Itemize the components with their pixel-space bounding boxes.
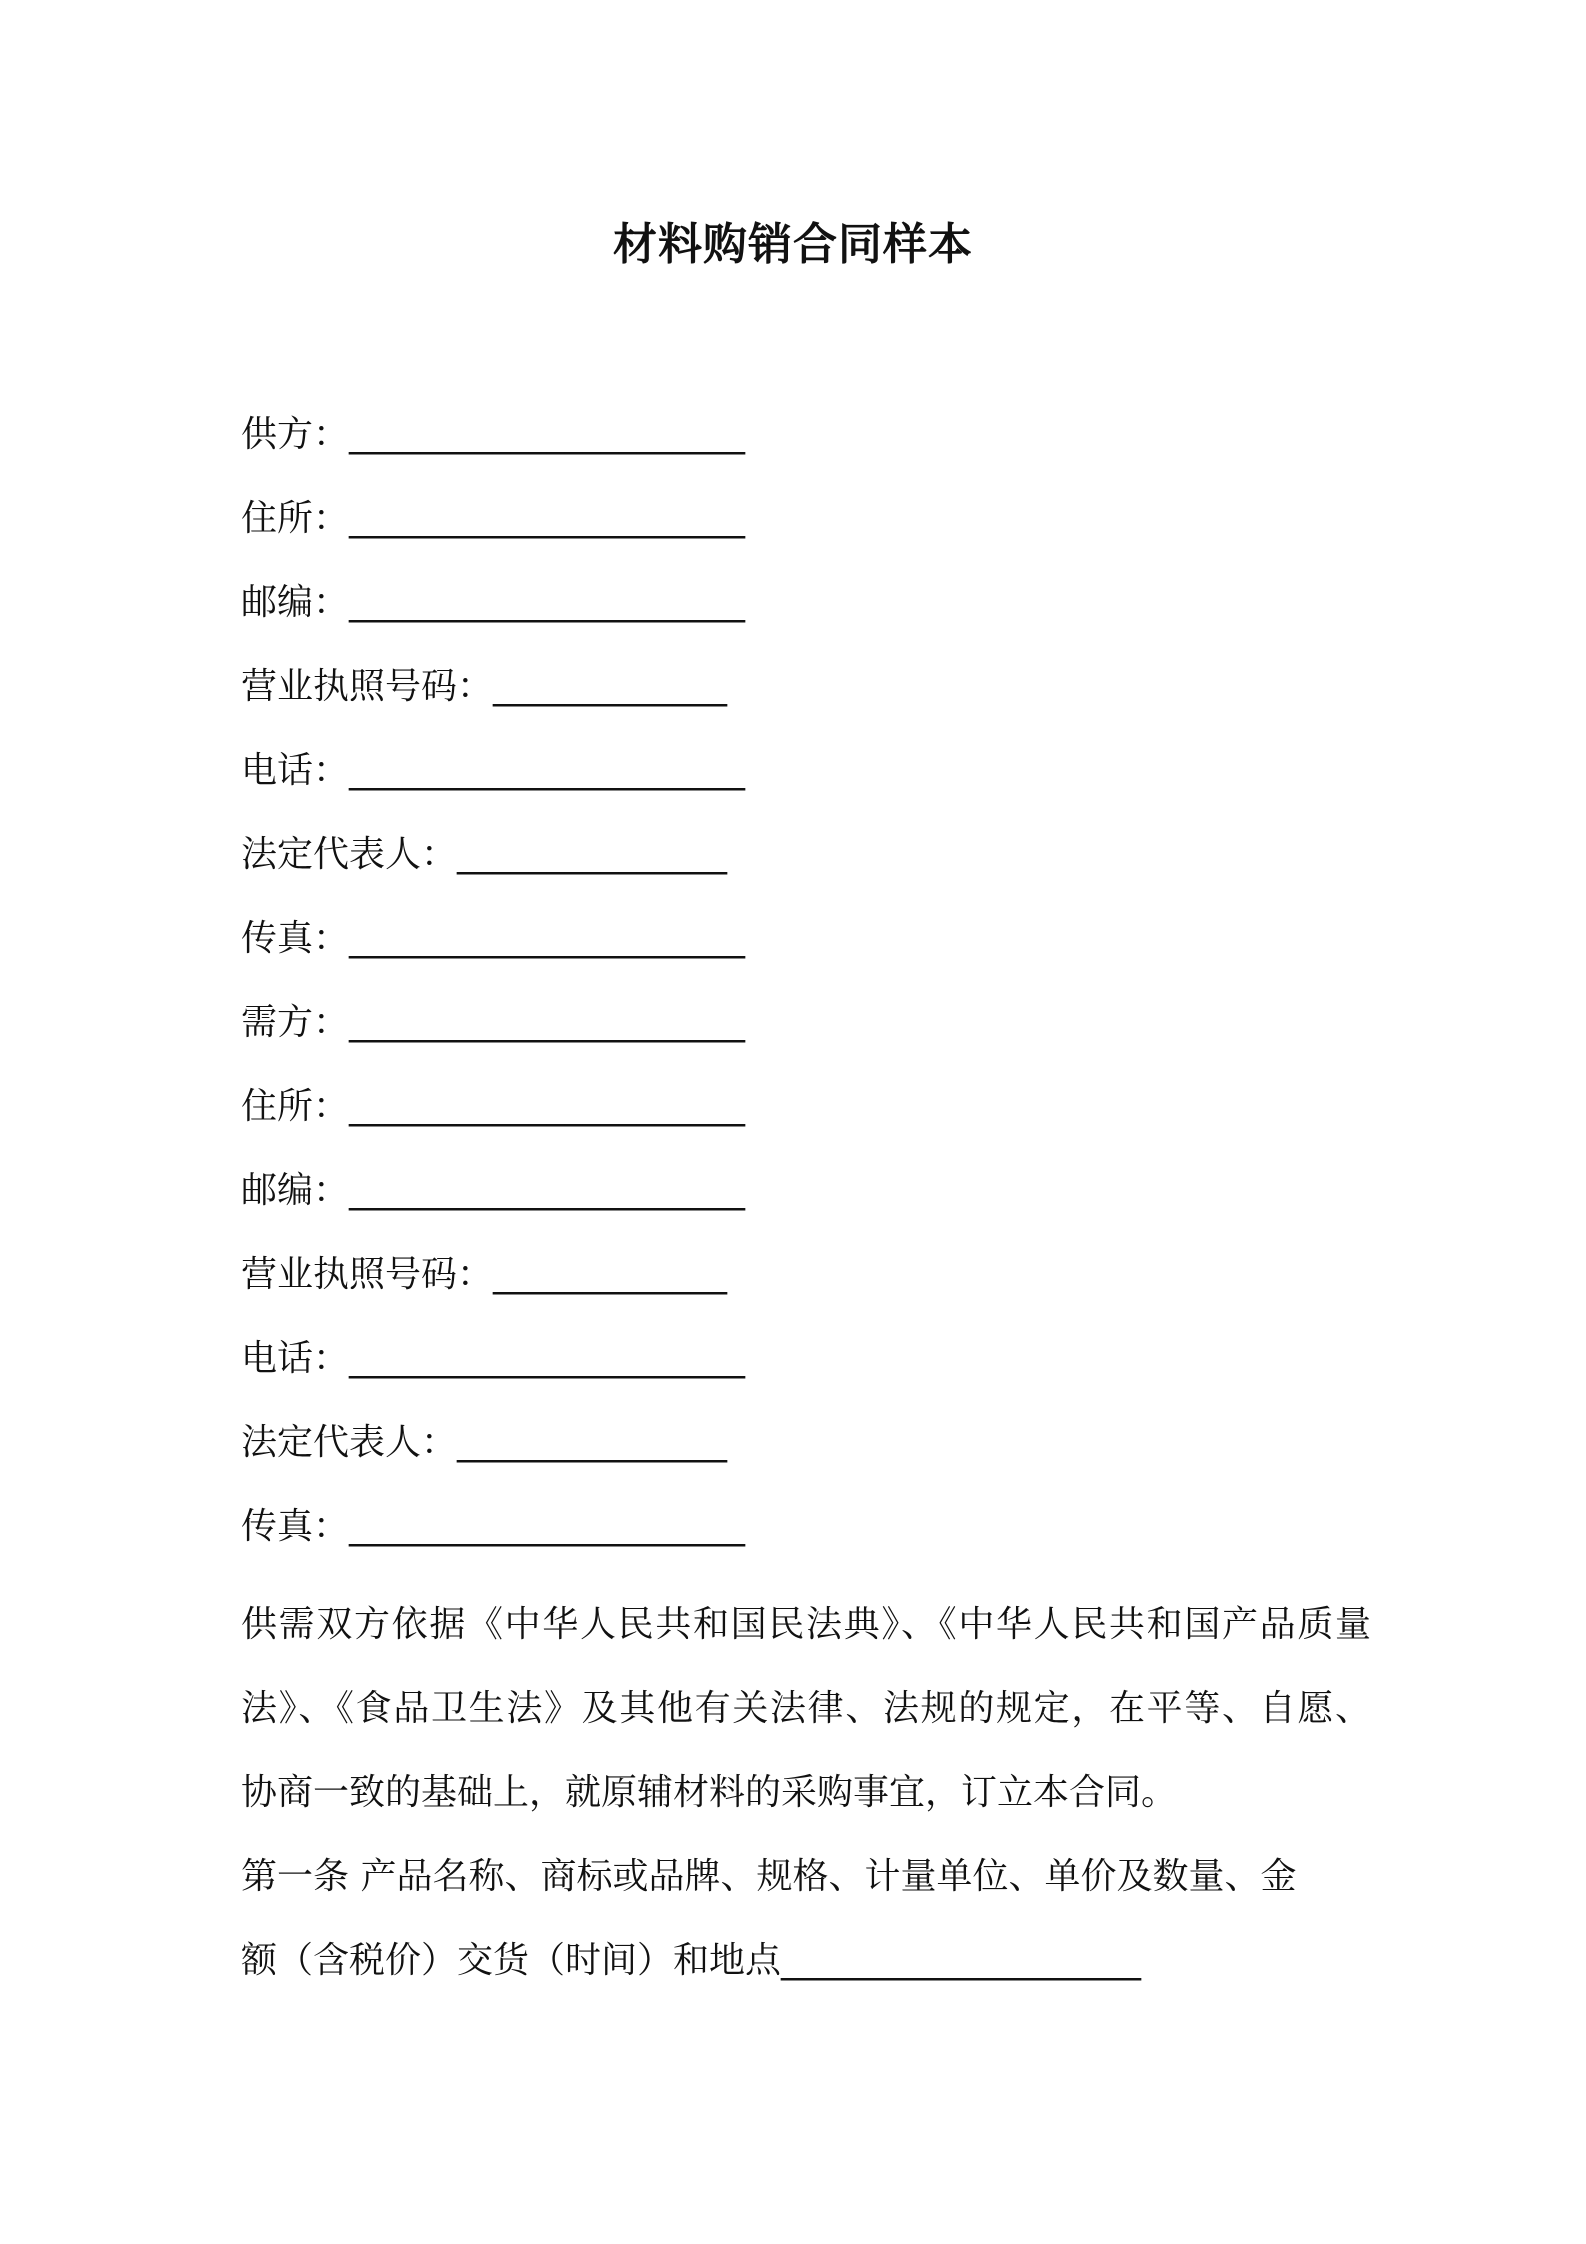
buyer-name-field: [241, 993, 1371, 1077]
field-label: 供方：: [241, 414, 350, 455]
supplier-license-field: [241, 657, 1371, 741]
supplier-phone-field: [241, 741, 1371, 825]
field-label: 营业执照号码：: [241, 666, 494, 707]
article-1-line: [241, 1919, 1371, 2003]
field-label: 邮编：: [241, 582, 350, 623]
supplier-legal-rep-field: [241, 825, 1371, 909]
preamble-line: 协商一致的基础上，就原辅材料的采购事宜，订立本合同。: [241, 1772, 1178, 1813]
field-blank: ______________________: [349, 1506, 746, 1547]
field-blank: ______________________: [349, 1002, 746, 1043]
article-1-heading: 第一条: [241, 1856, 350, 1897]
article-1-line: [241, 1835, 1371, 1919]
supplier-name-field: [241, 405, 1371, 489]
field-blank: ______________________: [349, 918, 746, 959]
field-label: 住所：: [241, 1086, 350, 1127]
field-label: 法定代表人：: [241, 834, 458, 875]
buyer-address-field: [241, 1077, 1371, 1161]
field-blank: ______________________: [349, 1170, 746, 1211]
field-blank: _____________: [493, 1254, 728, 1295]
supplier-postcode-field: [241, 573, 1371, 657]
supplier-address-field: [241, 489, 1371, 573]
field-label: 住所：: [241, 498, 350, 539]
field-blank: ______________________: [349, 1086, 746, 1127]
buyer-legal-rep-field: [241, 1413, 1371, 1497]
field-label: 传真：: [241, 1506, 350, 1547]
article-1-blank: ____________________: [781, 1940, 1142, 1981]
party-info-fields: [241, 405, 1371, 1581]
field-label: 传真：: [241, 918, 350, 959]
preamble-line: 法》、《食品卫生法》及其他有关法律、法规的规定，在平等、自愿、: [241, 1688, 1371, 1729]
preamble-line: 供需双方依据《中华人民共和国民法典》、《中华人民共和国产品质量: [241, 1604, 1371, 1645]
field-blank: ______________________: [349, 750, 746, 791]
field-blank: ______________________: [349, 414, 746, 455]
field-label: 需方：: [241, 1002, 350, 1043]
field-blank: ______________________: [349, 498, 746, 539]
supplier-fax-field: [241, 909, 1371, 993]
field-label: 营业执照号码：: [241, 1254, 494, 1295]
article-1-text: 额（含税价）交货（时间）和地点: [241, 1940, 782, 1981]
field-blank: ______________________: [349, 1338, 746, 1379]
field-label: 电话：: [241, 750, 350, 791]
article-1-text: 产品名称、商标或品牌、规格、计量单位、单价及数量、金: [349, 1856, 1297, 1897]
field-label: 法定代表人：: [241, 1422, 458, 1463]
buyer-license-field: [241, 1245, 1371, 1329]
field-blank: ______________________: [349, 582, 746, 623]
article-1-paragraph: [241, 1835, 1371, 2003]
buyer-postcode-field: [241, 1161, 1371, 1245]
field-blank: _______________: [457, 1422, 728, 1463]
field-blank: _____________: [493, 666, 728, 707]
field-label: 邮编：: [241, 1170, 350, 1211]
field-label: 电话：: [241, 1338, 350, 1379]
buyer-fax-field: [241, 1497, 1371, 1581]
document-title: 材料购销合同样本: [613, 219, 973, 270]
preamble-paragraph: [241, 1583, 1371, 1835]
field-blank: _______________: [457, 834, 728, 875]
buyer-phone-field: [241, 1329, 1371, 1413]
